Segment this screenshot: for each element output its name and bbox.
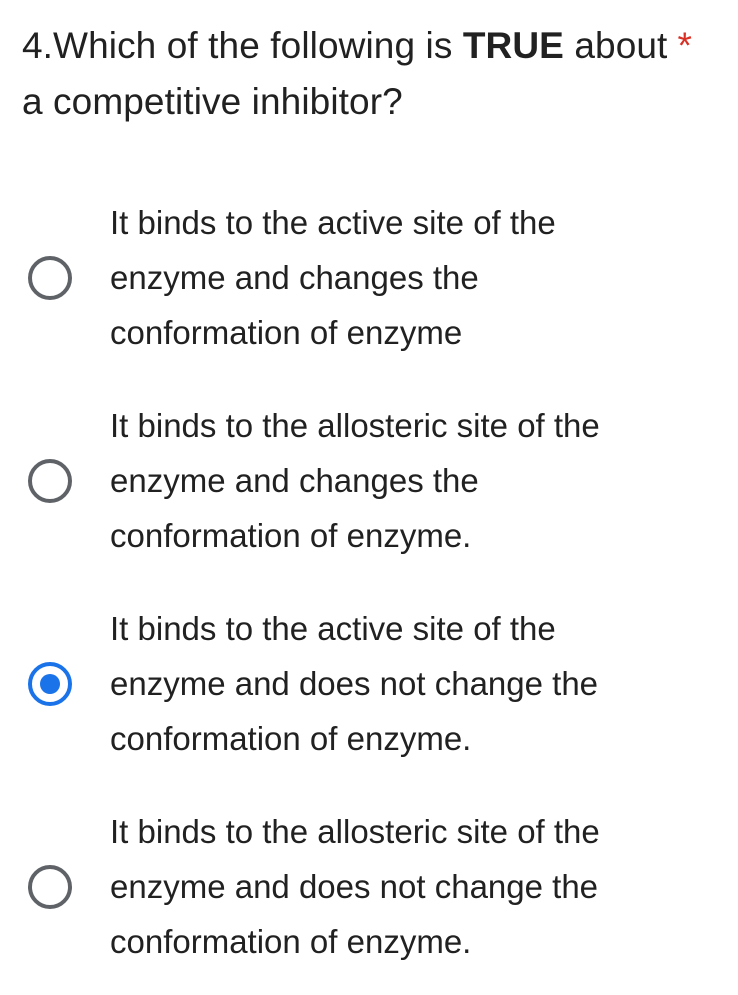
radio-button-option-3[interactable] bbox=[28, 662, 72, 706]
option-2[interactable] bbox=[0, 398, 738, 568]
option-1-label[interactable] bbox=[110, 195, 730, 360]
required-asterisk: * bbox=[677, 25, 692, 66]
option-3-line-3: conformation of enzyme. bbox=[110, 720, 472, 757]
option-2-line-2: enzyme and changes the bbox=[110, 462, 479, 499]
option-1-line-3: conformation of enzyme bbox=[110, 314, 463, 351]
radio-dot bbox=[40, 674, 60, 694]
option-2-label[interactable] bbox=[110, 398, 730, 563]
option-1[interactable] bbox=[0, 195, 738, 365]
question-text-start: 4.Which of the following is bbox=[22, 25, 463, 66]
question-text-line2: a competitive inhibitor? bbox=[22, 81, 403, 122]
radio-button-option-4[interactable] bbox=[28, 865, 72, 909]
option-3-label[interactable] bbox=[110, 601, 730, 766]
question-title bbox=[22, 18, 732, 130]
option-4[interactable] bbox=[0, 804, 738, 974]
option-2-line-3: conformation of enzyme. bbox=[110, 517, 472, 554]
option-1-line-1: It binds to the active site of the bbox=[110, 204, 556, 241]
radio-button-option-2[interactable] bbox=[28, 459, 72, 503]
radio-button-option-1[interactable] bbox=[28, 256, 72, 300]
question-emphasis: TRUE bbox=[462, 25, 564, 66]
option-1-line-2: enzyme and changes the bbox=[110, 259, 479, 296]
option-4-line-2: enzyme and does not change the bbox=[110, 868, 599, 905]
question-text-end: about bbox=[563, 25, 668, 66]
option-4-line-1: It binds to the allosteric site of the bbox=[110, 813, 600, 850]
option-4-line-3: conformation of enzyme. bbox=[110, 923, 472, 960]
option-3-line-2: enzyme and does not change the bbox=[110, 665, 599, 702]
option-2-line-1: It binds to the allosteric site of the bbox=[110, 407, 600, 444]
option-3[interactable] bbox=[0, 601, 738, 771]
option-4-label[interactable] bbox=[110, 804, 730, 969]
option-3-line-1: It binds to the active site of the bbox=[110, 610, 556, 647]
